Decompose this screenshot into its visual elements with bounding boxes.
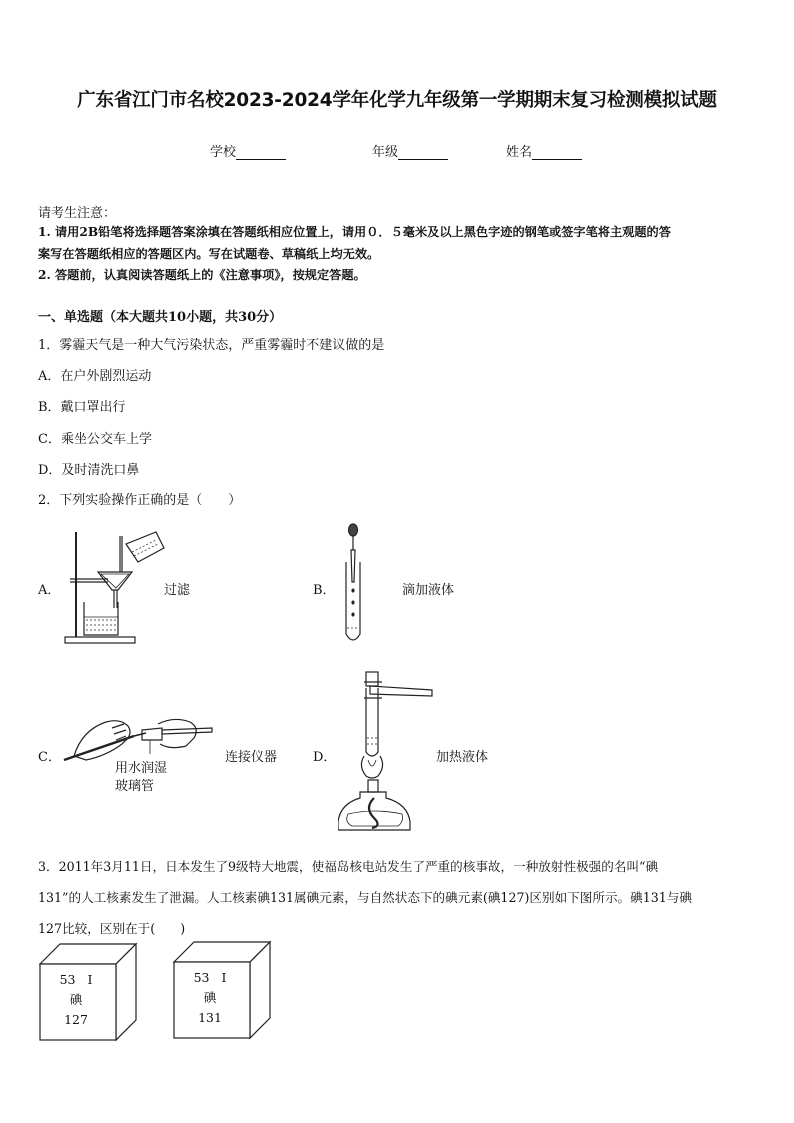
- section-heading: 一、单选题（本大题共10小题，共30分）: [38, 310, 283, 325]
- iodine-131-symbol: I: [221, 970, 227, 985]
- page-title: 广东省江门市名校2023-2024学年化学九年级第一学期期末复习检测模拟试题: [77, 90, 717, 111]
- iodine-131-name: 碘: [203, 990, 217, 1005]
- iodine-127-mass: 127: [64, 1012, 88, 1027]
- q3-stem-line-2: 131”的人工核素发生了泄漏。人工核素碘131属碘元素，与自然状态下的碘元素(碘127)区别如下图所示。碘131与碘: [38, 890, 692, 905]
- q2-option-a-label: 过滤: [164, 583, 191, 598]
- iodine-127-atomic-number: 53: [59, 972, 76, 987]
- name-field: [506, 141, 582, 160]
- q2-option-c-label: 连接仪器: [225, 750, 278, 765]
- iodine-127-name: 碘: [69, 992, 83, 1007]
- dropper-tube-image: [338, 522, 368, 647]
- school-label: 学校: [210, 145, 237, 160]
- iodine-131-atomic-number: 53: [193, 970, 210, 985]
- name-blank: [532, 146, 582, 160]
- notice-heading: 请考生注意：: [38, 206, 117, 221]
- iodine-127-cube: [40, 970, 112, 1030]
- notice-item-1-line-1: 1. 请用2B铅笔将选择题答案涂填在答题纸相应位置上，请用０．５毫米及以上黑色字迹的钢笔或签字笔将主观题的答: [38, 225, 671, 239]
- grade-blank: [398, 146, 448, 160]
- school-blank: [236, 146, 286, 160]
- alcohol-lamp-heating-image: [338, 668, 438, 840]
- q2-option-c-note-line-1: 用水润湿: [115, 761, 168, 776]
- q1-option-d: D．及时清洗口鼻: [38, 463, 140, 478]
- iodine-131-cube: [174, 968, 246, 1028]
- q2-option-a-letter: A．: [38, 583, 61, 598]
- iodine-127-symbol: I: [87, 972, 93, 987]
- school-field: [210, 141, 286, 160]
- q2-option-c-letter: C．: [38, 750, 61, 765]
- filtration-apparatus-image: [60, 522, 170, 647]
- name-label: 姓名: [506, 145, 533, 160]
- q2-option-d-label: 加热液体: [436, 750, 489, 765]
- q2-option-b-letter: B．: [313, 583, 336, 598]
- q2-stem: 2．下列实验操作正确的是（ ）: [38, 493, 242, 508]
- notice-item-2: 2. 答题前，认真阅读答题纸上的《注意事项》，按规定答题。: [38, 268, 366, 282]
- iodine-131-mass: 131: [198, 1010, 222, 1025]
- q2-option-c-note-line-2: 玻璃管: [115, 779, 155, 794]
- q3-stem-line-1: 3．2011年3月11日，日本发生了9级特大地震，使福岛核电站发生了严重的核事故，一种放射性极强的名叫“碘: [38, 859, 659, 874]
- q1-option-a: A．在户外剧烈运动: [38, 369, 152, 384]
- q2-option-b-label: 滴加液体: [402, 583, 455, 598]
- q3-stem-line-3: 127比较，区别在于( ): [38, 921, 186, 936]
- q1-option-c: C．乘坐公交车上学: [38, 432, 152, 447]
- grade-label: 年级: [372, 145, 399, 160]
- q1-stem: 1．雾霾天气是一种大气污染状态，严重雾霾时不建议做的是: [38, 338, 385, 353]
- grade-field: [372, 141, 448, 160]
- q1-option-b: B．戴口罩出行: [38, 400, 126, 415]
- q2-option-d-letter: D．: [313, 750, 337, 765]
- notice-item-1-line-2: 案写在答题纸相应的答题区内。写在试题卷、草稿纸上均无效。: [38, 247, 380, 261]
